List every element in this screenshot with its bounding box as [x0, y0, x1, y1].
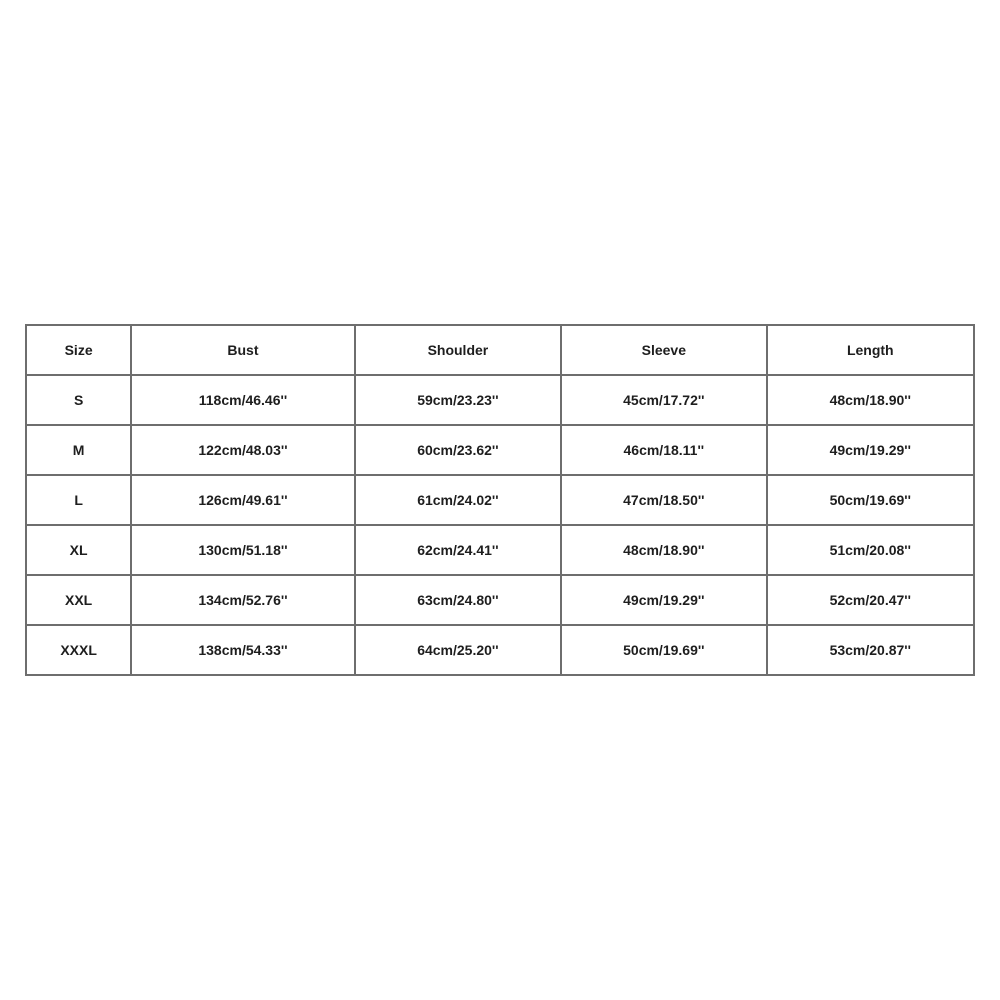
- cell-bust: 134cm/52.76'': [131, 575, 354, 625]
- cell-length: 53cm/20.87'': [767, 625, 974, 675]
- cell-bust: 130cm/51.18'': [131, 525, 354, 575]
- cell-size: L: [26, 475, 131, 525]
- cell-length: 50cm/19.69'': [767, 475, 974, 525]
- cell-shoulder: 62cm/24.41'': [355, 525, 561, 575]
- cell-length: 48cm/18.90'': [767, 375, 974, 425]
- header-length: Length: [767, 325, 974, 375]
- cell-sleeve: 45cm/17.72'': [561, 375, 766, 425]
- cell-size: XXXL: [26, 625, 131, 675]
- cell-bust: 118cm/46.46'': [131, 375, 354, 425]
- cell-length: 51cm/20.08'': [767, 525, 974, 575]
- size-chart-table: [25, 324, 975, 676]
- cell-size: XXL: [26, 575, 131, 625]
- cell-length: 52cm/20.47'': [767, 575, 974, 625]
- header-bust: Bust: [131, 325, 354, 375]
- cell-shoulder: 63cm/24.80'': [355, 575, 561, 625]
- cell-shoulder: 60cm/23.62'': [355, 425, 561, 475]
- cell-shoulder: 59cm/23.23'': [355, 375, 561, 425]
- table-row: [26, 625, 974, 675]
- cell-bust: 138cm/54.33'': [131, 625, 354, 675]
- cell-size: XL: [26, 525, 131, 575]
- table-row: [26, 375, 974, 425]
- table-row: [26, 525, 974, 575]
- cell-sleeve: 49cm/19.29'': [561, 575, 766, 625]
- header-shoulder: Shoulder: [355, 325, 561, 375]
- header-size: Size: [26, 325, 131, 375]
- cell-length: 49cm/19.29'': [767, 425, 974, 475]
- cell-shoulder: 61cm/24.02'': [355, 475, 561, 525]
- cell-sleeve: 50cm/19.69'': [561, 625, 766, 675]
- table-header-row: [26, 325, 974, 375]
- cell-shoulder: 64cm/25.20'': [355, 625, 561, 675]
- cell-sleeve: 48cm/18.90'': [561, 525, 766, 575]
- table-row: [26, 475, 974, 525]
- table-row: [26, 575, 974, 625]
- cell-bust: 122cm/48.03'': [131, 425, 354, 475]
- cell-size: M: [26, 425, 131, 475]
- cell-sleeve: 47cm/18.50'': [561, 475, 766, 525]
- cell-sleeve: 46cm/18.11'': [561, 425, 766, 475]
- header-sleeve: Sleeve: [561, 325, 766, 375]
- cell-size: S: [26, 375, 131, 425]
- cell-bust: 126cm/49.61'': [131, 475, 354, 525]
- table-row: [26, 425, 974, 475]
